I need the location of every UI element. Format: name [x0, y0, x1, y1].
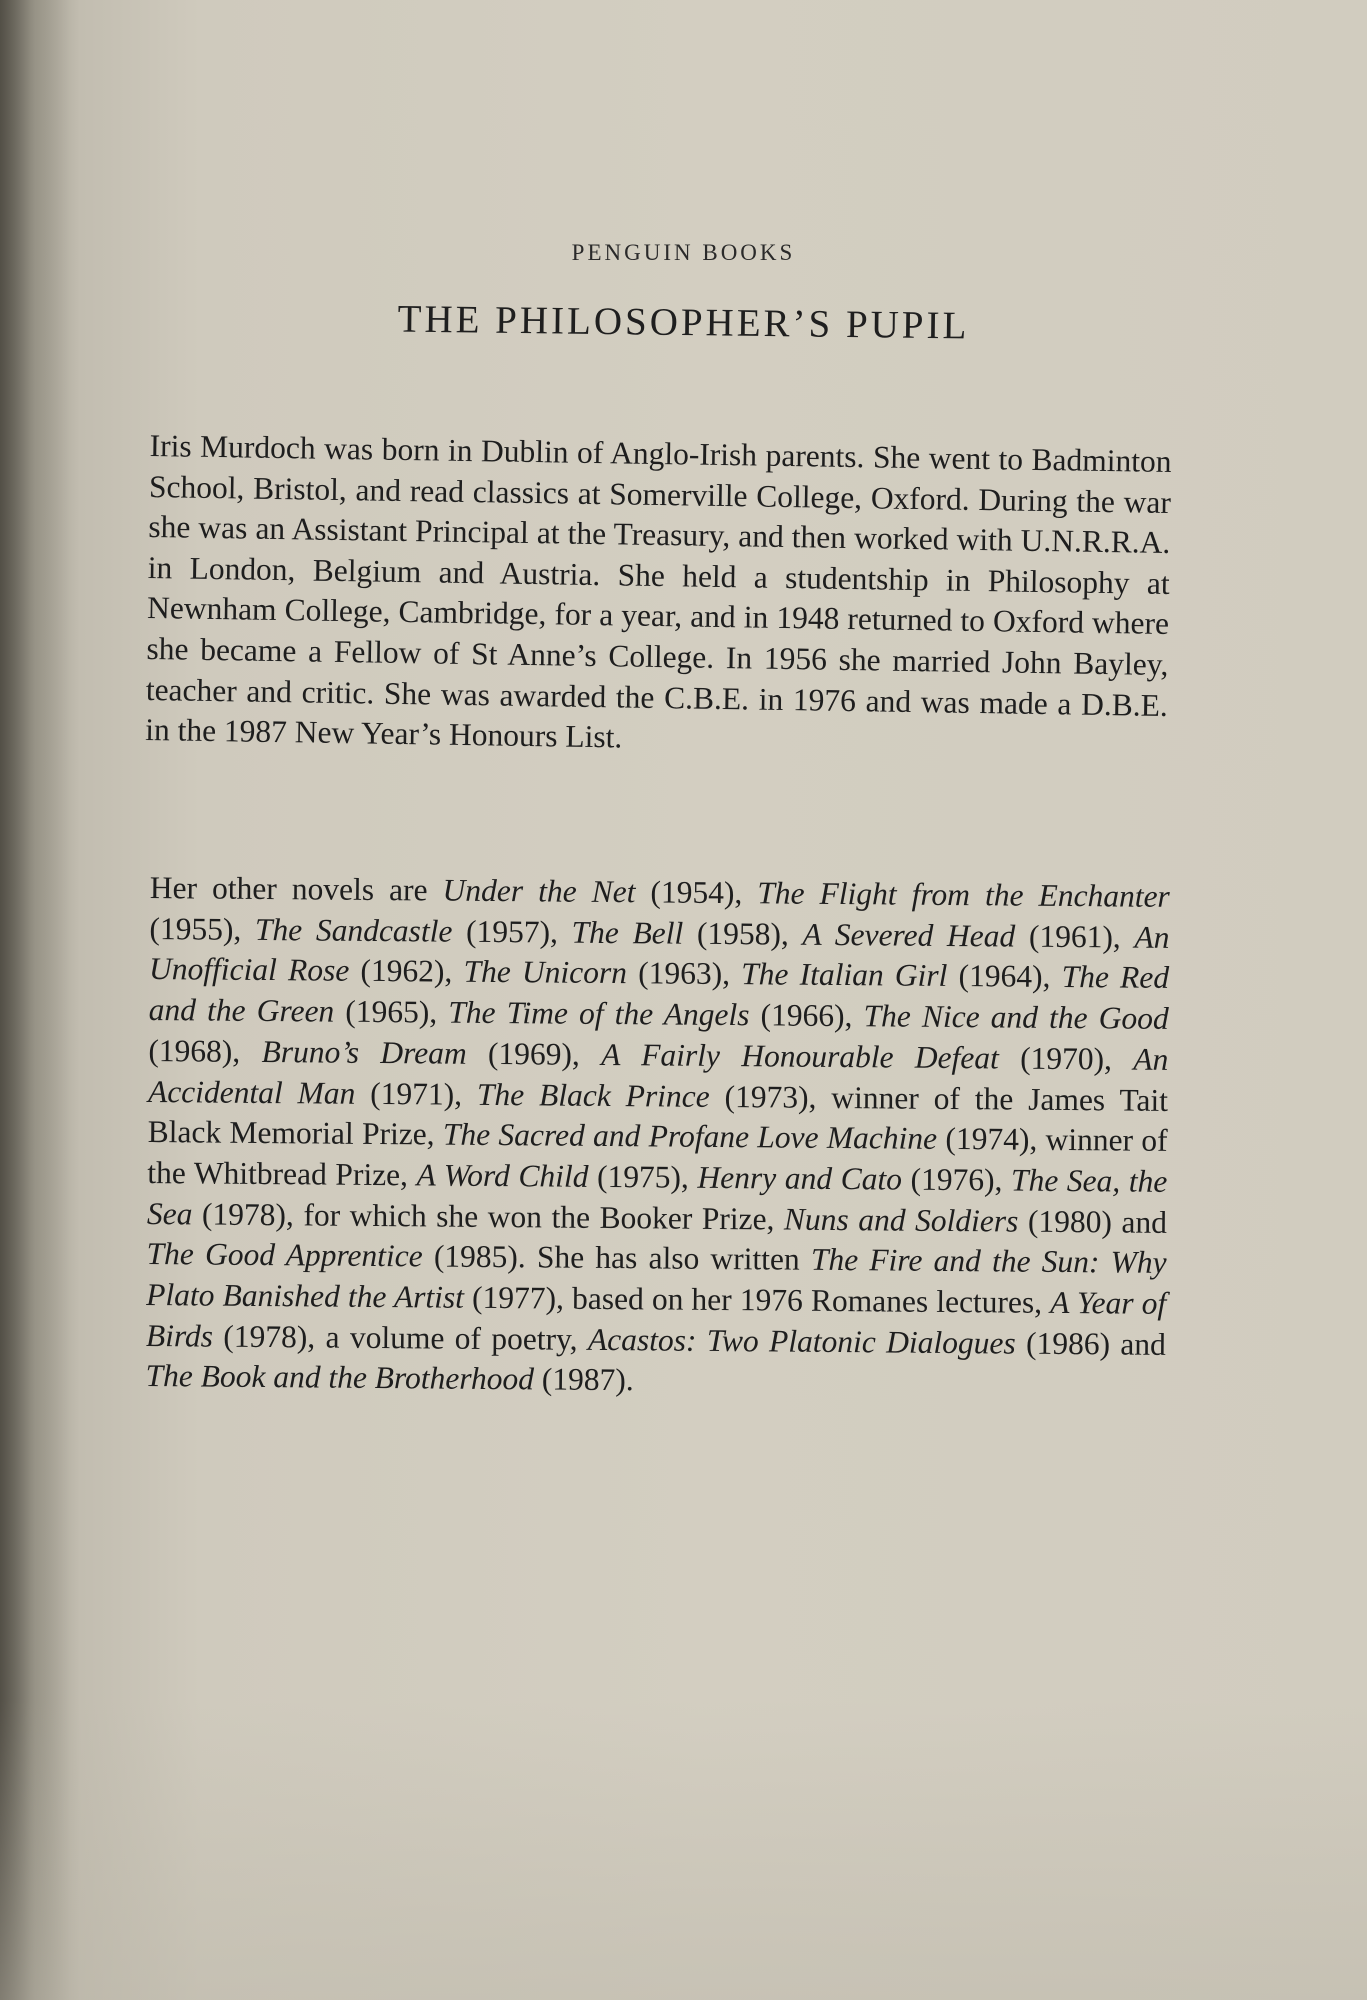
book-title-italic: Nuns and Soldiers	[783, 1201, 1019, 1239]
novels-text: (1978), for which she won the Booker Prize,	[192, 1196, 785, 1237]
novels-text: (1975),	[588, 1158, 698, 1195]
book-title-italic: An Unofficial Rose	[148, 919, 1170, 989]
book-title-italic: The Nice and the Good	[863, 998, 1169, 1037]
novels-text: (1958),	[683, 915, 803, 952]
book-title-italic: A Year of Birds	[145, 1284, 1167, 1354]
book-title-italic: The Time of the Angels	[448, 994, 750, 1033]
book-title-italic: The Sacred and Profane Love Machine	[442, 1116, 938, 1157]
novels-text: (1980) and	[1018, 1203, 1168, 1240]
novels-text: (1966),	[749, 997, 864, 1034]
novels-text: (1985). She has also written	[422, 1238, 812, 1278]
novels-text: (1973), winner of the James Tait Black Memorial Prize,	[147, 1078, 1169, 1152]
book-title-italic: The Sea, the Sea	[146, 1162, 1168, 1232]
novels-text: (1970),	[998, 1040, 1134, 1077]
book-title-italic: A Severed Head	[802, 916, 1016, 954]
publisher-name: PENGUIN BOOKS	[571, 240, 796, 265]
novels-text: (1986) and	[1015, 1325, 1167, 1362]
book-title-italic: Under the Net	[442, 872, 636, 910]
novels-text: (1969),	[466, 1035, 602, 1072]
book-title-italic: The Bell	[571, 914, 684, 951]
novels-text: (1968),	[148, 1032, 262, 1069]
book-title-italic: The Sandcastle	[254, 911, 453, 949]
page-bottom-shadow	[0, 1700, 1367, 2000]
author-biography: Iris Murdoch was born in Dublin of Anglo-Irish parents. She went to Badminton School, Bristol, and read classics at Somerville College, Oxford. During the war she was an Assistant Principal at the Treasury, and then worked with U.N.R.R.A. in London, Belgium and Austria. She held a studentship in Philosophy at Newnham College, Cambridge, for a year, and in 1948 returned to Oxford where she became a Fellow of St Anne’s College. In 1956 she married John Bayley, teacher and critic. She was awarded the C.B.E. in 1976 and was made a D.B.E. in the 1987 New Year’s Honours List.	[144, 427, 1172, 755]
book-title-italic: Acastos: Two Platonic Dialogues	[587, 1321, 1016, 1361]
novels-text: (1957),	[452, 913, 572, 950]
book-title-italic: The Good Apprentice	[146, 1236, 423, 1274]
book-title-italic: Bruno’s Dream	[261, 1033, 467, 1071]
book-title: THE PHILOSOPHER’S PUPIL	[397, 297, 970, 348]
novels-text: (1978), a volume of poetry,	[212, 1318, 589, 1357]
book-title-italic: The Black Prince	[476, 1076, 710, 1114]
book-title-italic: An Accidental Man	[147, 1041, 1169, 1111]
book-title-italic: The Unicorn	[463, 954, 628, 991]
book-title-italic: Henry and Cato	[697, 1159, 903, 1197]
novels-text: Her other novels are	[149, 869, 443, 908]
novels-text: (1963),	[626, 955, 742, 992]
novels-text: (1987).	[533, 1361, 634, 1398]
novels-text: (1955),	[149, 910, 256, 947]
book-title-italic: A Fairly Honourable Defeat	[601, 1036, 999, 1076]
book-title-italic: The Italian Girl	[741, 956, 948, 994]
book-title-italic: A Word Child	[416, 1157, 589, 1194]
book-title-italic: The Red and the Green	[148, 959, 1170, 1029]
novels-text: (1962),	[349, 953, 464, 990]
novels-text: (1965),	[334, 993, 449, 1030]
other-novels-paragraph	[145, 868, 1170, 1406]
book-title-italic: The Book and the Brotherhood	[145, 1358, 535, 1397]
novels-text: (1954),	[635, 874, 758, 911]
novels-text: (1971),	[355, 1075, 478, 1112]
novels-text: (1974), winner of the Whitbread Prize,	[147, 1121, 1168, 1193]
book-title-italic: The Fire and the Sun: Why Plato Banished the Artist	[146, 1242, 1167, 1315]
novels-text: (1977), based on her 1976 Romanes lectures,	[463, 1279, 1051, 1320]
novels-text: (1976),	[901, 1161, 1012, 1198]
book-title-italic: The Flight from the Enchanter	[757, 875, 1170, 914]
novels-text: (1964),	[947, 958, 1062, 995]
novels-text: (1961),	[1015, 918, 1135, 955]
